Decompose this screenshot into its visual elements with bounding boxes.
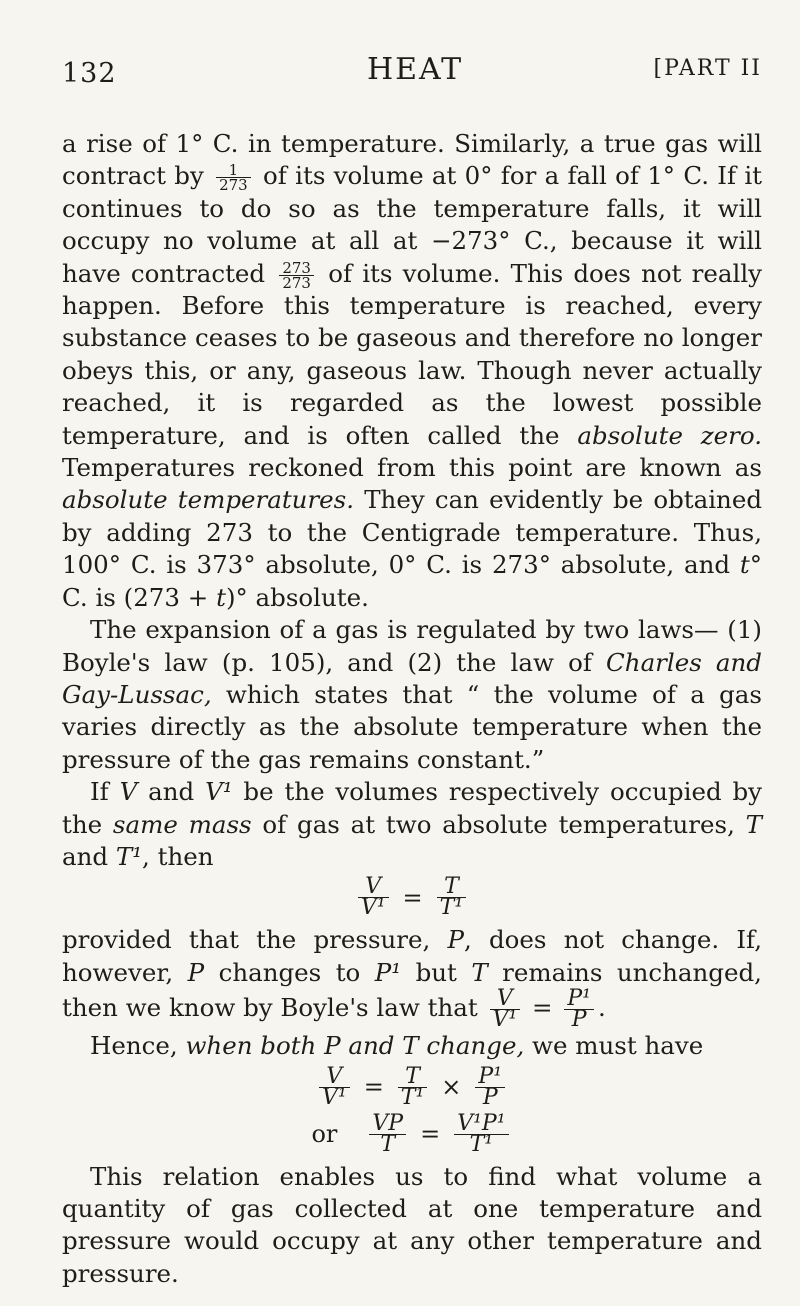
variable-p: P [187, 957, 205, 987]
text-run: , then [142, 841, 214, 871]
fraction-numerator: V [490, 989, 521, 1010]
text-run: be the volumes respectively occupied by the [62, 777, 762, 839]
text-run: )° absolute. [225, 582, 369, 612]
or-label: or [311, 1119, 338, 1148]
text-run: of its volume. This does not really happen. Before this temperature is reached, every substance ceases to be gaseous and therefore no longer obeys this, or any, gaseous law. Though never actually reached, it is regarded as the lowest possible temperature, and is often called the [62, 258, 762, 450]
fraction-vp-over-t [369, 1110, 406, 1157]
fraction-numerator: P¹ [475, 1067, 505, 1088]
times-sign: × [441, 1072, 462, 1101]
paragraph-hence [62, 1030, 762, 1062]
fraction-denominator: V¹ [321, 1084, 347, 1110]
text-run: ° C. is (273 + [62, 550, 762, 612]
fraction-numerator: V [319, 1067, 350, 1088]
text-run: If [90, 777, 109, 807]
fraction-denominator: T¹ [469, 1131, 494, 1157]
fraction-denominator: T¹ [400, 1084, 425, 1110]
fraction-denominator: V¹ [492, 1007, 518, 1033]
fraction-v1p1-over-t1 [454, 1110, 508, 1157]
variable-p1: P¹ [374, 957, 402, 987]
fraction-numerator: VP [369, 1114, 406, 1135]
text-run: The expansion of a gas is regulated by two laws— (1) Boyle's law (p. 105), and (2) the law of [62, 615, 762, 677]
text-run: we must have [532, 1031, 704, 1061]
fraction-denominator: T [380, 1131, 396, 1157]
book-page [62, 52, 762, 1290]
fraction-denominator: P [482, 1084, 498, 1110]
equation-charles [62, 874, 762, 921]
equation-combined [62, 1063, 762, 1110]
page-header [62, 52, 762, 92]
fraction-t-over-t1 [398, 1063, 428, 1110]
paragraph-relation: This relation enables us to find what volume a quantity of gas collected at one temperature and pressure would occupy at any other temperature and pressure. [62, 1161, 762, 1288]
equals-sign: = [363, 1072, 384, 1101]
text-run: , does not change. If, however, [62, 925, 762, 987]
text-run: remains unchanged, then we know by Boyle's law that [62, 957, 762, 1023]
fraction-v-over-v1 [358, 874, 389, 921]
term-same-mass: same mass [112, 809, 252, 839]
term-charles-gay-lussac: Charles and Gay-Lussac, [62, 647, 762, 709]
text-run: . [597, 993, 606, 1023]
running-title: HEAT [367, 52, 464, 87]
text-run: ° C. in temperature. Similarly, a true gas will contract by [62, 129, 762, 191]
fraction-273-over-273 [279, 258, 314, 292]
variable-t: t [216, 582, 226, 612]
term-absolute-temperatures: absolute temperatures. [62, 485, 355, 515]
emphasis-both-change: when both P and T change, [185, 1031, 525, 1061]
fraction-denominator: T¹ [439, 895, 464, 921]
variable-t1: T¹ [115, 841, 143, 871]
fraction-t-over-t1 [437, 874, 467, 921]
paragraph-charles-law [62, 614, 762, 776]
variable-t: T [745, 809, 763, 839]
fraction-v-over-v1-inline [490, 986, 521, 1033]
fraction-denominator: V¹ [360, 895, 386, 921]
text-run: which states that “ the volume of a gas varies directly as the absolute temperature when the pressure of the gas remains constant.” [62, 679, 762, 774]
fraction-numerator: 273 [279, 261, 314, 276]
paragraph-absolute-zero [62, 128, 762, 614]
fraction-one-over-273 [216, 161, 251, 195]
fraction-numerator: T [398, 1067, 428, 1088]
equals-sign: = [532, 993, 553, 1023]
text-run: of its volume at 0° for a fall of 1° C. If it continues to do so as the temperature falls, it will occupy no volume at all at −273° C., because it will have contracted [62, 161, 762, 288]
paragraph-volumes [62, 776, 762, 873]
page-number: 132 [62, 58, 117, 89]
fraction-p1-over-p-inline [564, 986, 594, 1033]
fraction-v-over-v1 [319, 1063, 350, 1110]
text-run: of gas at two absolute temperatures, [262, 809, 735, 839]
text-run: and [148, 777, 195, 807]
text-run: provided that the pressure, [62, 925, 431, 955]
fraction-numerator: V¹P¹ [454, 1114, 508, 1135]
fraction-denominator: 273 [282, 273, 311, 292]
fraction-numerator: T [437, 877, 467, 898]
text-run: They can evidently be obtained by adding 273 to the Centigrade temperature. Thus, 100° C. is 373° absolute, 0° C. is 273° absolute, and [62, 485, 763, 580]
fraction-denominator: P [571, 1007, 587, 1033]
text-run: changes to [218, 957, 361, 987]
variable-t: t [739, 550, 750, 580]
text-run: and [62, 841, 109, 871]
variable-v: V [119, 777, 138, 807]
variable-v1: V¹ [205, 777, 233, 807]
fraction-denominator: 273 [219, 176, 248, 195]
part-label: [PART II [653, 56, 762, 81]
body-text [62, 128, 762, 1290]
text-run: Hence, [90, 1031, 178, 1061]
fraction-numerator: V [358, 877, 389, 898]
text-run: a rise of 1 [62, 129, 192, 158]
text-run: Temperatures reckoned from this point are known as [62, 453, 762, 483]
term-absolute-zero: absolute zero. [577, 420, 762, 450]
fraction-p1-over-p [475, 1063, 505, 1110]
fraction-numerator: P¹ [564, 989, 594, 1010]
equals-sign: = [420, 1119, 441, 1148]
text-run: but [415, 957, 457, 987]
variable-t: T [471, 957, 488, 987]
equals-sign: = [402, 883, 423, 912]
paragraph-boyle [62, 924, 762, 1033]
fraction-numerator: 1 [216, 163, 251, 178]
variable-p: P [447, 925, 465, 955]
equation-gas-law [62, 1110, 762, 1157]
